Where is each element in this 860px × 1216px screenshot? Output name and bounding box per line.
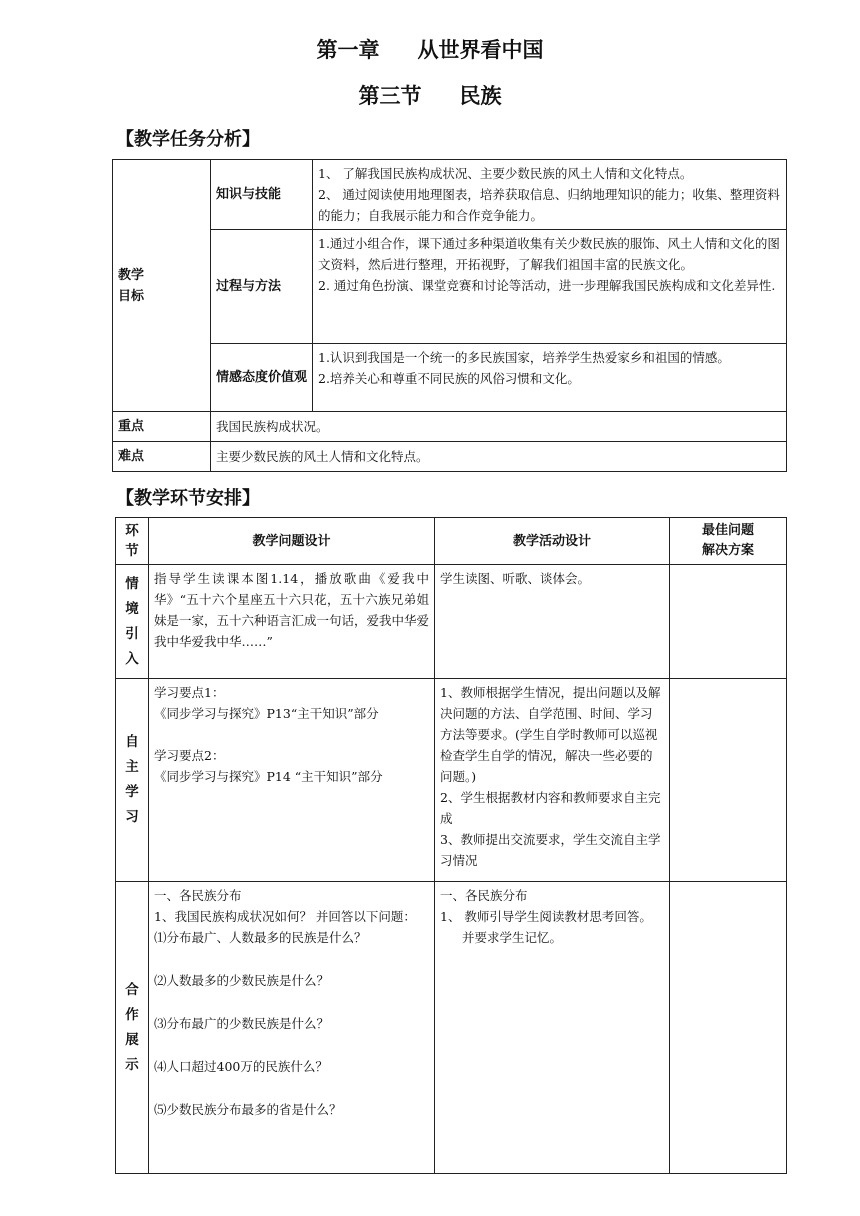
- stage-char: 合: [125, 981, 139, 998]
- stage-char: 入: [125, 650, 139, 667]
- table-header-row: [116, 518, 787, 565]
- col-activity-header: 教学活动设计: [435, 518, 670, 565]
- activity-cell: 学生读图、听歌、谈体会。: [435, 565, 670, 679]
- chapter-name: 从世界看中国: [417, 38, 544, 62]
- content-line: 1.认识到我国是一个统一的多民族国家，培养学生热爱家乡和祖国的情感。: [318, 350, 730, 365]
- section-name: 民族: [459, 84, 502, 108]
- difficult-text: 主要少数民族的风土人情和文化特点。: [211, 442, 787, 472]
- table-row: [116, 679, 787, 882]
- stage-char: 展: [125, 1031, 139, 1048]
- row-content: [313, 230, 787, 344]
- stage-char: 情: [125, 575, 139, 592]
- chapter-title: [0, 34, 860, 64]
- goal-label-cell: [113, 160, 211, 412]
- question-item: ⑵人数最多的少数民族是什么？: [154, 973, 330, 988]
- activity-line: 1、 教师引导学生阅读教材思考回答。并要求学生记忆。: [440, 909, 652, 945]
- question-item: ⑷人口超过400万的民族什么？: [154, 1059, 328, 1074]
- col-problem-header: 教学问题设计: [149, 518, 435, 565]
- question-item: ⑴分布最广、人数最多的民族是什么？: [154, 930, 367, 945]
- arrangement-heading: 【教学环节安排】: [116, 488, 260, 509]
- table-row: [113, 160, 787, 230]
- task-analysis-heading: 【教学任务分析】: [116, 129, 260, 150]
- problem-title: 一、各民族分布: [154, 888, 242, 903]
- arrangement-table: [115, 517, 787, 1174]
- problem-cell: 指导学生读课本图1.14，播放歌曲《爱我中华》“五十六个星座五十六只花，五十六族兄弟姐妹是一家，五十六种语言汇成一句话，爱我中华爱我中华爱我中华……”: [149, 565, 435, 679]
- header-char: 环: [125, 523, 139, 539]
- point-text: 《同步学习与探究》P13“主干知识”部分: [154, 706, 379, 721]
- col-stage-header: [116, 518, 149, 565]
- header-line: 最佳问题: [701, 523, 754, 538]
- section-number: 第三节: [358, 84, 422, 108]
- content-line: 1、 了解我国民族构成状况、主要少数民族的风土人情和文化特点。: [318, 166, 693, 181]
- table-row: [113, 230, 787, 344]
- point-title: 学习要点2：: [154, 748, 225, 763]
- stage-char: 主: [125, 759, 139, 775]
- activity-cell: [435, 679, 670, 882]
- activity-cell: [435, 882, 670, 1174]
- activity-line: 2、学生根据教材内容和教师要求自主完成: [440, 790, 661, 826]
- goal-label-line: 教学: [118, 267, 145, 283]
- row-label: 过程与方法: [211, 230, 313, 344]
- stage-char: 示: [125, 1056, 139, 1073]
- table-row: [116, 565, 787, 679]
- best-solution-cell: [670, 882, 787, 1174]
- row-label: 情感态度价值观: [211, 344, 313, 412]
- problem-intro: 1、我国民族构成状况如何？ 并回答以下问题：: [154, 909, 416, 924]
- stage-char: 学: [125, 784, 139, 800]
- question-item: ⑸少数民族分布最多的省是什么？: [154, 1102, 342, 1117]
- key-label: 重点: [113, 412, 211, 442]
- content-line: 2.培养关心和尊重不同民族的风俗习惯和文化。: [318, 371, 580, 386]
- header-char: 节: [125, 543, 139, 559]
- goal-label-line: 目标: [118, 288, 145, 304]
- stage-char: 境: [125, 600, 139, 617]
- stage-cell: [116, 565, 149, 679]
- table-row: [116, 882, 787, 1174]
- row-label: 知识与技能: [211, 160, 313, 230]
- section-title: [0, 80, 860, 110]
- row-content: [313, 344, 787, 412]
- stage-cell: [116, 882, 149, 1174]
- stage-cell: [116, 679, 149, 882]
- header-line: 解决方案: [701, 543, 754, 558]
- key-text: 我国民族构成状况。: [211, 412, 787, 442]
- activity-title: 一、各民族分布: [440, 888, 528, 903]
- stage-char: 自: [125, 734, 139, 750]
- content-line: 2. 通过角色扮演、课堂竞赛和讨论等活动，进一步理解我国民族构成和文化差异性.: [318, 278, 776, 293]
- table-row: [113, 344, 787, 412]
- stage-char: 作: [125, 1006, 139, 1023]
- content-line: 1.通过小组合作，课下通过多种渠道收集有关少数民族的服饰、风土人情和文化的图文资料，然后进行整理，开拓视野，了解我们祖国丰富的民族文化。: [318, 236, 780, 272]
- difficult-label: 难点: [113, 442, 211, 472]
- activity-line: 3、教师提出交流要求，学生交流自主学习情况: [440, 832, 661, 868]
- table-row: [113, 442, 787, 472]
- content-line: 2、 通过阅读使用地理图表，培养获取信息、归纳地理知识的能力；收集、整理资料的能力；自我展示能力和合作竞争能力。: [318, 187, 780, 223]
- point-title: 学习要点1：: [154, 685, 225, 700]
- best-solution-cell: [670, 565, 787, 679]
- table-row: [113, 412, 787, 442]
- col-best-header: [670, 518, 787, 565]
- activity-line: 1、教师根据学生情况，提出问题以及解决问题的方法、自学范围、时间、学习方法等要求。(学生自学时教师可以巡视检查学生自学的情况，解决一些必要的问题。): [440, 685, 661, 784]
- task-analysis-table: [112, 159, 787, 472]
- question-item: ⑶分布最广的少数民族是什么？: [154, 1016, 330, 1031]
- problem-cell: [149, 882, 435, 1174]
- best-solution-cell: [670, 679, 787, 882]
- stage-char: 习: [125, 809, 139, 825]
- point-text: 《同步学习与探究》P14 “主干知识”部分: [154, 769, 383, 784]
- stage-char: 引: [125, 625, 139, 642]
- chapter-number: 第一章: [316, 38, 380, 62]
- row-content: [313, 160, 787, 230]
- problem-cell: [149, 679, 435, 882]
